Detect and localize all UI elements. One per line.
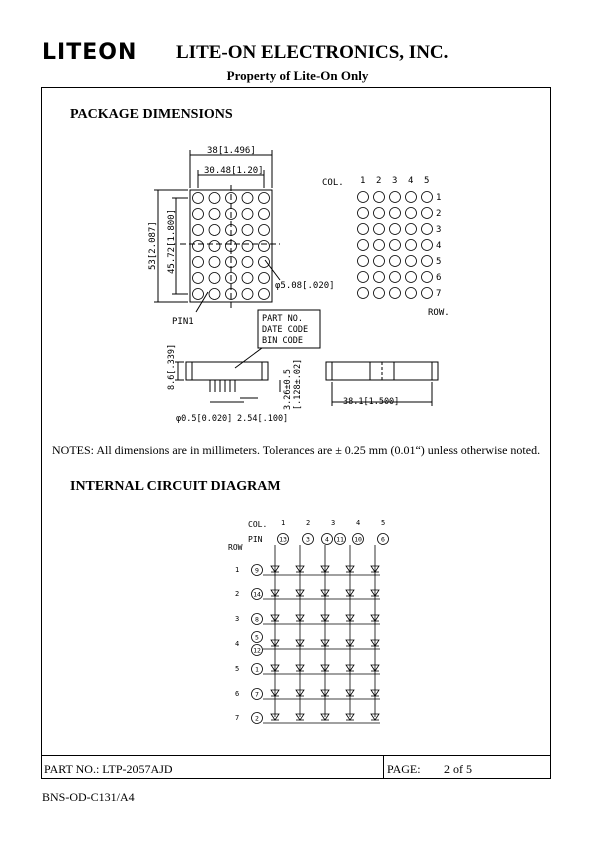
circuit-col-pin-number: 13 <box>279 535 287 544</box>
circuit-col-pin-number: 4 <box>325 535 329 544</box>
circuit-col-pin-number: 11 <box>336 535 344 544</box>
circuit-row-number: 6 <box>235 690 240 698</box>
circuit-col-number: 4 <box>356 519 361 527</box>
dim-height-inner: 45.72[1.800] <box>167 208 177 274</box>
right-led-dot <box>422 288 433 299</box>
right-led-dot <box>390 240 401 251</box>
right-led-dot <box>374 240 385 251</box>
front-led-dot <box>193 209 204 220</box>
right-led-dot <box>422 208 433 219</box>
front-led-dot <box>242 273 253 284</box>
front-led-dot <box>193 225 204 236</box>
company-name: LITE-ON ELECTRONICS, INC. <box>176 42 449 63</box>
circuit-col-number: 5 <box>381 519 386 527</box>
pin1-label: PIN1 <box>172 317 194 327</box>
right-led-dot <box>358 272 369 283</box>
page-number: 2 of 5 <box>444 762 472 776</box>
pkg-row-number: 7 <box>436 289 442 299</box>
right-led-dot <box>406 256 417 267</box>
pkg-row-number: 1 <box>436 193 442 203</box>
circuit-row-number: 3 <box>235 615 240 623</box>
footer-column-divider <box>383 755 384 779</box>
pkg-row-number: 2 <box>436 209 442 219</box>
right-led-dot <box>422 256 433 267</box>
front-led-dot <box>242 193 253 204</box>
front-led-dot <box>242 257 253 268</box>
front-led-dot <box>242 209 253 220</box>
right-led-dot <box>406 224 417 235</box>
circuit-row-pin-number: 2 <box>255 714 259 723</box>
package-dimensions-title: PACKAGE DIMENSIONS <box>70 107 233 122</box>
circuit-row-pin-number: 12 <box>253 646 261 655</box>
right-led-dot <box>374 224 385 235</box>
dim-height-total: 53[2.087] <box>148 221 158 270</box>
pkg-col-number: 4 <box>408 176 414 186</box>
right-led-dot <box>358 240 369 251</box>
right-led-dot <box>422 272 433 283</box>
circuit-row-pin-number: 8 <box>255 615 259 624</box>
pin-length-label: 3.26±0.5 <box>283 369 293 410</box>
right-led-dot <box>406 208 417 219</box>
circuit-row-number: 2 <box>235 590 240 598</box>
front-led-dot <box>193 193 204 204</box>
right-led-dot <box>374 272 385 283</box>
page-label: PAGE: <box>387 762 421 776</box>
front-led-dot <box>259 241 270 252</box>
pkg-col-number: 3 <box>392 176 398 186</box>
side-view-left-body <box>186 362 268 380</box>
marking-date-code: DATE CODE <box>262 325 309 335</box>
circuit-col-label: COL. <box>248 520 268 529</box>
right-led-dot <box>374 208 385 219</box>
pkg-row-number: 5 <box>436 257 442 267</box>
side-width-label: 38.1[1.500] <box>343 397 400 407</box>
pin-diameter-label: φ0.5[0.020] <box>176 414 233 424</box>
dot-pitch-label: φ5.08[.020] <box>275 281 335 291</box>
circuit-col-pin-number: 6 <box>381 535 385 544</box>
marking-part-no: PART NO. <box>262 314 303 324</box>
package-dimensions-drawing <box>140 140 470 430</box>
circuit-row-number: 4 <box>235 640 240 648</box>
right-led-dot <box>406 272 417 283</box>
footer-divider <box>41 755 551 756</box>
right-led-dot <box>406 288 417 299</box>
right-led-dot <box>358 256 369 267</box>
pkg-row-number: 6 <box>436 273 442 283</box>
pin-length-in-label: [.128±.02] <box>293 358 303 410</box>
pkg-row-number: 4 <box>436 241 442 251</box>
circuit-col-number: 3 <box>331 519 336 527</box>
right-led-dot <box>422 240 433 251</box>
front-led-dot <box>259 193 270 204</box>
liteon-logo: LITEON <box>42 40 138 65</box>
right-led-dot <box>374 288 385 299</box>
circuit-col-number: 2 <box>306 519 311 527</box>
front-led-dot <box>193 289 204 300</box>
internal-circuit-diagram <box>225 512 405 732</box>
right-led-dot <box>358 288 369 299</box>
front-led-dot <box>259 289 270 300</box>
circuit-pin-label: PIN <box>248 535 263 544</box>
col-label: COL. <box>322 178 344 188</box>
document-id: BNS-OD-C131/A4 <box>42 790 135 804</box>
right-led-dot <box>390 192 401 203</box>
right-led-dot <box>390 256 401 267</box>
front-led-dot <box>209 289 220 300</box>
front-led-dot <box>242 289 253 300</box>
front-led-dot <box>259 257 270 268</box>
front-led-dot <box>209 225 220 236</box>
pkg-row-number: 3 <box>436 225 442 235</box>
dim-width-total: 38[1.496] <box>207 146 256 156</box>
right-led-dot <box>422 192 433 203</box>
right-led-dot <box>390 288 401 299</box>
property-notice: Property of Lite-On Only <box>226 68 369 83</box>
right-led-dot <box>390 224 401 235</box>
pin-pitch-label: 2.54[.100] <box>237 414 289 424</box>
circuit-row-number: 5 <box>235 665 240 673</box>
dim-width-inner: 30.48[1.20] <box>204 166 264 176</box>
circuit-row-number: 7 <box>235 714 240 722</box>
right-led-dot <box>406 240 417 251</box>
right-led-dot <box>390 272 401 283</box>
marking-bin-code: BIN CODE <box>262 336 303 346</box>
circuit-row-pin-number: 1 <box>255 665 259 674</box>
front-led-dot <box>242 241 253 252</box>
right-led-dot <box>406 192 417 203</box>
front-led-dot <box>209 193 220 204</box>
right-led-dot <box>358 208 369 219</box>
front-led-dot <box>259 209 270 220</box>
circuit-row-number: 1 <box>235 566 240 574</box>
circuit-diagram-title: INTERNAL CIRCUIT DIAGRAM <box>70 479 281 494</box>
pkg-col-number: 2 <box>376 176 382 186</box>
side-height-label: 8.6[.339] <box>167 343 177 390</box>
right-led-dot <box>374 192 385 203</box>
front-led-dot <box>193 273 204 284</box>
circuit-row-pin-number: 14 <box>253 590 261 599</box>
front-led-dot <box>209 257 220 268</box>
circuit-col-pin-number: 10 <box>354 535 362 544</box>
right-led-dot <box>374 256 385 267</box>
circuit-row-pin-number: 9 <box>255 566 259 575</box>
circuit-col-number: 1 <box>281 519 286 527</box>
front-led-dot <box>242 225 253 236</box>
front-led-dot <box>209 209 220 220</box>
row-label: ROW. <box>428 308 450 318</box>
circuit-col-pin-number: 3 <box>306 535 310 544</box>
circuit-row-label: ROW <box>228 543 243 552</box>
front-led-dot <box>209 273 220 284</box>
front-led-dot <box>209 241 220 252</box>
part-number: PART NO.: LTP-2057AJD <box>44 762 173 776</box>
pkg-col-number: 1 <box>360 176 366 186</box>
right-led-dot <box>422 224 433 235</box>
front-led-dot <box>193 257 204 268</box>
circuit-row-pin-number: 5 <box>255 633 259 642</box>
right-led-dot <box>358 224 369 235</box>
front-led-dot <box>193 241 204 252</box>
front-led-dot <box>259 273 270 284</box>
pkg-col-number: 5 <box>424 176 430 186</box>
dimension-notes: NOTES: All dimensions are in millimeters. Tolerances are ± 0.25 mm (0.01“) unless otherwise noted. <box>52 443 541 457</box>
circuit-row-pin-number: 7 <box>255 690 259 699</box>
right-led-dot <box>390 208 401 219</box>
right-led-dot <box>358 192 369 203</box>
front-led-dot <box>259 225 270 236</box>
